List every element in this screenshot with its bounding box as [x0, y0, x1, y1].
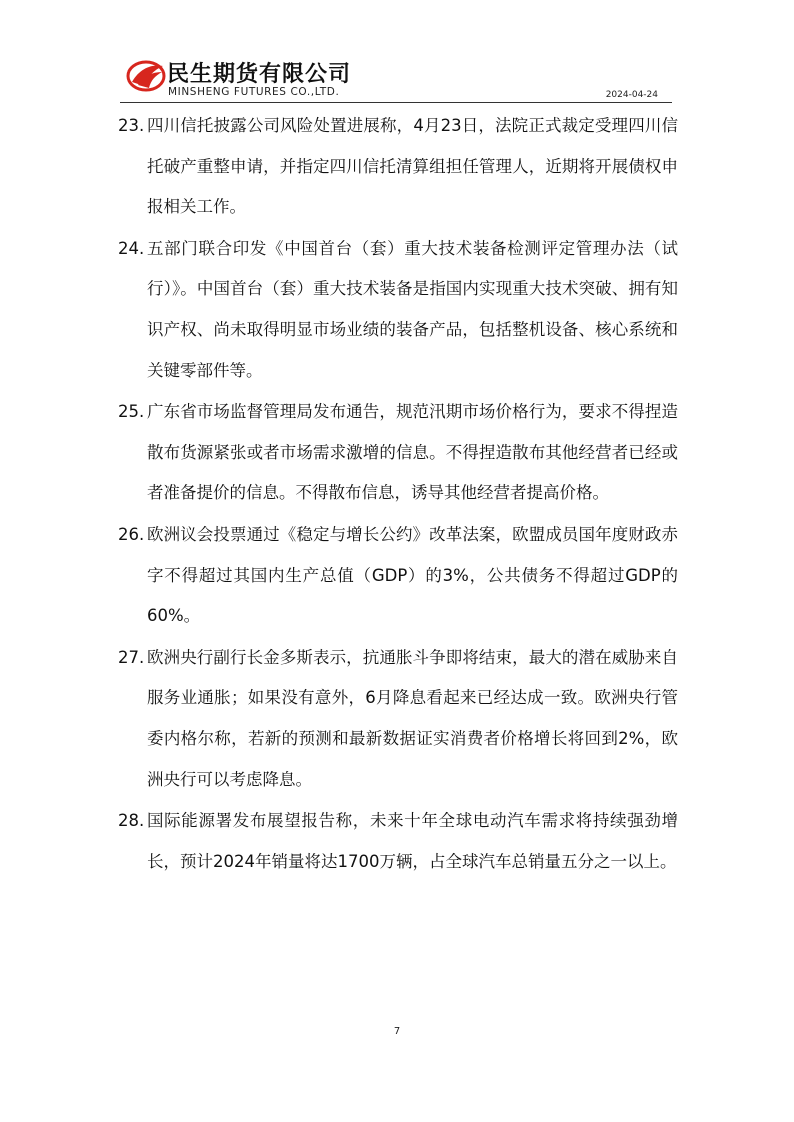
item-text: 广东省市场监督管理局发布通告，规范汛期市场价格行为，要求不得捏造散布货源紧张或者市场需求激增的信息。不得捏造散布其他经营者已经或者准备提价的信息。不得散布信息，诱导其他经营者提高价格。: [147, 402, 678, 503]
news-item-24: [118, 229, 678, 391]
news-item-26: [118, 515, 678, 637]
page-header: [120, 52, 672, 102]
item-number: 23.: [118, 116, 145, 135]
item-text: 欧洲央行副行长金多斯表示，抗通胀斗争即将结束，最大的潜在威胁来自服务业通胀；如果没有意外，6月降息看起来已经达成一致。欧洲央行管委内格尔称，若新的预测和最新数据证实消费者价格增长将回到2%，欧洲央行可以考虑降息。: [147, 647, 678, 789]
brand-name-cn: 民生期货有限公司: [167, 62, 352, 87]
page-number: 7: [393, 1026, 401, 1037]
news-item-23: [118, 106, 678, 228]
report-date: 2024-04-24: [605, 90, 658, 100]
item-text: 欧洲议会投票通过《稳定与增长公约》改革法案，欧盟成员国年度财政赤字不得超过其国内生产总值（GDP）的3%，公共债务不得超过GDP的60%。: [147, 524, 678, 626]
item-number: 24.: [118, 238, 145, 258]
news-item-28: [118, 801, 678, 882]
item-text: 四川信托披露公司风险处置进展称，4月23日，法院正式裁定受理四川信托破产重整申请，并指定四川信托清算组担任管理人，近期将开展债权申报相关工作。: [147, 116, 678, 217]
item-number: 27.: [118, 647, 145, 667]
item-number: 26.: [118, 524, 145, 544]
brand-name-en: MINSHENG FUTURES CO.,LTD.: [168, 86, 340, 98]
minsheng-logo-icon: [126, 58, 166, 94]
item-number: 28.: [118, 811, 145, 831]
news-item-25: [118, 392, 678, 514]
item-text: 国际能源署发布展望报告称，未来十年全球电动汽车需求将持续强劲增长，预计2024年销量将达1700万辆，占全球汽车总销量五分之一以上。: [147, 811, 678, 871]
item-text: 五部门联合印发《中国首台（套）重大技术装备检测评定管理办法（试行）》。中国首台（套）重大技术装备是指国内实现重大技术突破、拥有知识产权、尚未取得明显市场业绩的装备产品，包括整机设备、核心系统和关键零部件等。: [147, 238, 678, 380]
news-item-27: [118, 638, 678, 800]
item-number: 25.: [118, 402, 145, 422]
header-divider: [120, 102, 672, 103]
news-list: [118, 106, 678, 883]
